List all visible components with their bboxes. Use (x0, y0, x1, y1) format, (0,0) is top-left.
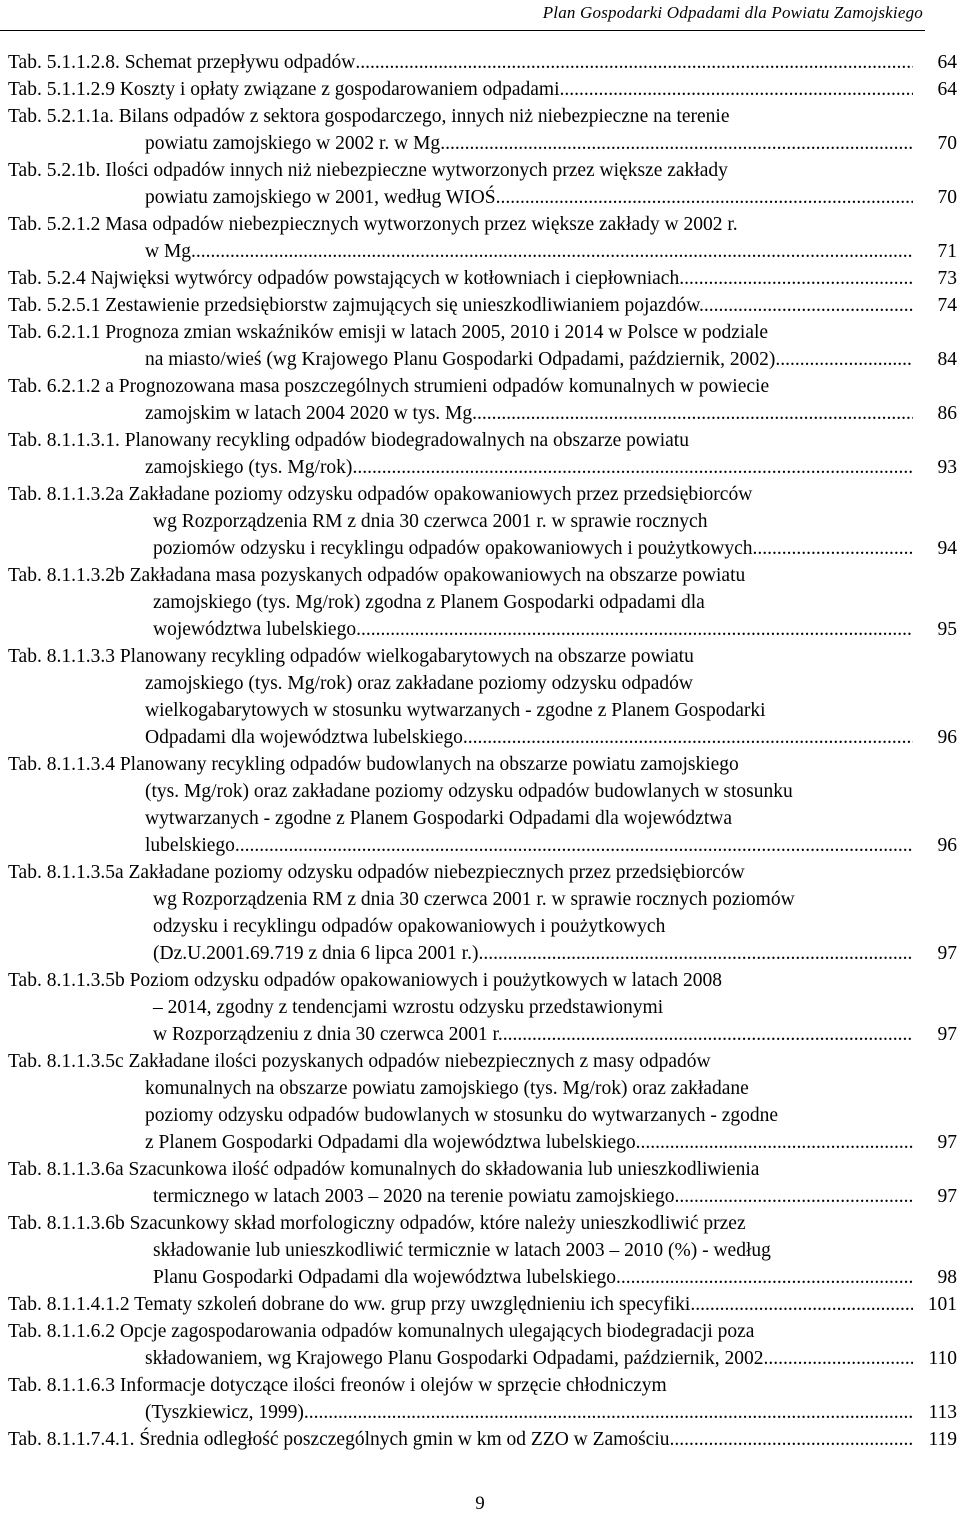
toc-page-number: 93 (937, 457, 957, 478)
toc-entry[interactable] (8, 1426, 957, 1453)
toc-page-number: 84 (937, 349, 957, 370)
toc-entry-text: wg Rozporządzenia RM z dnia 30 czerwca 2001 r. w sprawie rocznych (153, 511, 708, 532)
toc-entry-text: Tab. 8.1.1.4.1.2 Tematy szkoleń dobrane do ww. grup przy uwzględnieniu ich specyfiki (8, 1294, 691, 1315)
dot-leader (463, 724, 913, 751)
toc-entry-text: Tab. 8.1.1.3.1. Planowany recykling odpadów biodegradowalnych na obszarze powiatu (8, 430, 689, 451)
dot-leader (472, 400, 913, 427)
toc-page-number: 73 (937, 268, 957, 289)
toc-page-number: 74 (937, 295, 957, 316)
toc-entry-text: Tab. 8.1.1.3.6b Szacunkowy skład morfologiczny odpadów, które należy unieszkodliwić przez (8, 1213, 746, 1234)
toc-entry-text: Tab. 5.1.1.2.9 Koszty i opłaty związane z gospodarowaniem odpadami. (8, 79, 565, 100)
toc-entry-text: Planu Gospodarki Odpadami dla województwa lubelskiego (153, 1267, 617, 1288)
toc-entry[interactable] (8, 319, 957, 373)
dot-leader (191, 238, 913, 265)
page-number: 9 (475, 1493, 485, 1514)
toc-entry-text: Tab. 8.1.1.3.5b Poziom odzysku odpadów opakowaniowych i poużytkowych w latach 2008 (8, 970, 723, 991)
toc-page-number: 101 (927, 1294, 957, 1315)
dot-leader (355, 49, 913, 76)
toc-page-number: 97 (937, 1024, 957, 1045)
toc-entry-text: komunalnych na obszarze powiatu zamojskiego (tys. Mg/rok) oraz zakładane (145, 1078, 749, 1099)
toc-page-number: 113 (928, 1402, 957, 1423)
toc-entry-text: zamojskiego (tys. Mg/rok) zgodna z Planem Gospodarki odpadami dla (153, 592, 705, 613)
toc-entry-text: zamojskim w latach 2004 2020 w tys. Mg (145, 403, 473, 424)
toc-entry-text: z Planem Gospodarki Odpadami dla województwa lubelskiego (145, 1132, 636, 1153)
toc-entry-text: Odpadami dla województwa lubelskiego (145, 727, 463, 748)
dot-leader (478, 940, 913, 967)
toc-entry-text: Tab. 6.2.1.2 a Prognozowana masa poszczególnych strumieni odpadów komunalnych w powiecie (8, 376, 770, 397)
toc-entry[interactable] (8, 643, 957, 751)
dot-leader (496, 184, 913, 211)
toc-entry-text: Tab. 8.1.1.7.4.1. Średnia odległość poszczególnych gmin w km od ZZO w Zamościu. (8, 1429, 675, 1450)
toc-entry-text: Tab. 5.2.1.1a. Bilans odpadów z sektora gospodarczego, innych niż niebezpieczne na terenie (8, 106, 730, 127)
toc-entry[interactable] (8, 211, 957, 265)
dot-leader (768, 1345, 913, 1372)
toc-entry[interactable] (8, 1318, 957, 1372)
toc-entry-text: Tab. 5.1.1.2.8. Schemat przepływu odpadów (8, 52, 356, 73)
toc-page-number: 86 (937, 403, 957, 424)
toc-page-number: 96 (937, 835, 957, 856)
toc-entry[interactable] (8, 265, 957, 292)
toc-entry-text: poziomy odzysku odpadów budowlanych w stosunku do wytwarzanych - zgodne (145, 1105, 779, 1126)
toc-page-number: 64 (937, 52, 957, 73)
dot-leader (753, 535, 913, 562)
running-header: Plan Gospodarki Odpadami dla Powiatu Zamojskiego (542, 3, 923, 22)
toc-entry[interactable] (8, 1156, 957, 1210)
toc-entry-text: wg Rozporządzenia RM z dnia 30 czerwca 2001 r. w sprawie rocznych poziomów (153, 889, 795, 910)
toc-entry-text: Tab. 8.1.1.6.2 Opcje zagospodarowania odpadów komunalnych ulegających biodegradacji poza (8, 1321, 755, 1342)
toc-entry-text: – 2014, zgodny z tendencjami wzrostu odzysku przedstawionymi (153, 997, 664, 1018)
toc-page-number: 70 (937, 133, 957, 154)
toc-entry-text: zamojskiego (tys. Mg/rok) (145, 457, 353, 478)
toc-entry[interactable] (8, 1210, 957, 1291)
dot-leader (674, 1183, 913, 1210)
toc-entry-text: wielkogabarytowych w stosunku wytwarzanych - zgodne z Planem Gospodarki (145, 700, 766, 721)
toc-entry-text: Tab. 8.1.1.3.5a Zakładane poziomy odzysku odpadów niebezpiecznych przez przedsiębiorców (8, 862, 745, 883)
toc-entry[interactable] (8, 967, 957, 1048)
toc-page-number: 71 (937, 241, 957, 262)
dot-leader (235, 832, 913, 859)
toc-entry-text: (tys. Mg/rok) oraz zakładane poziomy odzysku odpadów budowlanych w stosunku (145, 781, 793, 802)
toc-entry[interactable] (8, 1048, 957, 1156)
dot-leader (503, 1021, 913, 1048)
dot-leader (679, 265, 913, 292)
toc-entry-text: zamojskiego (tys. Mg/rok) oraz zakładane poziomy odzysku odpadów (145, 673, 694, 694)
toc-entry-text: Tab. 5.2.1b. Ilości odpadów innych niż niebezpieczne wytworzonych przez większe zakłady (8, 160, 728, 181)
dot-leader (636, 1129, 913, 1156)
dot-leader (690, 1291, 913, 1318)
toc-entry-text: odzysku i recyklingu odpadów opakowaniowych i poużytkowych (153, 916, 666, 937)
toc-entry[interactable] (8, 373, 957, 427)
toc-page-number: 94 (937, 538, 957, 559)
toc-page-number: 98 (937, 1267, 957, 1288)
toc-page-number: 97 (937, 1132, 957, 1153)
toc-page-number: 96 (937, 727, 957, 748)
toc-page-number: 95 (937, 619, 957, 640)
list-of-tables (8, 49, 957, 1453)
toc-entry-text: (Dz.U.2001.69.719 z dnia 6 lipca 2001 r.) (153, 943, 479, 964)
toc-page-number: 70 (937, 187, 957, 208)
toc-entry-text: Tab. 5.2.1.2 Masa odpadów niebezpiecznych wytworzonych przez większe zakłady w 2002 r. (8, 214, 738, 235)
dot-leader (352, 454, 913, 481)
toc-entry[interactable] (8, 1372, 957, 1426)
toc-entry[interactable] (8, 49, 957, 76)
toc-entry[interactable] (8, 157, 957, 211)
toc-entry-text: Tab. 5.2.4 Najwięksi wytwórcy odpadów powstających w kotłowniach i ciepłowniach (8, 268, 680, 289)
toc-entry[interactable] (8, 76, 957, 103)
toc-entry-text: Tab. 8.1.1.3.2a Zakładane poziomy odzysku odpadów opakowaniowych przez przedsiębiorców (8, 484, 753, 505)
toc-entry-text: Tab. 8.1.1.3.5c Zakładane ilości pozyskanych odpadów niebezpiecznych z masy odpadów (8, 1051, 711, 1072)
toc-entry[interactable] (8, 292, 957, 319)
toc-page-number: 97 (937, 943, 957, 964)
toc-page-number: 97 (937, 1186, 957, 1207)
dot-leader (616, 1264, 913, 1291)
toc-entry[interactable] (8, 103, 957, 157)
dot-leader (775, 346, 913, 373)
toc-page-number: 119 (928, 1429, 957, 1450)
toc-entry-text: termicznego w latach 2003 – 2020 na terenie powiatu zamojskiego (153, 1186, 675, 1207)
dot-leader (309, 1399, 913, 1426)
toc-entry-text: składowanie lub unieszkodliwić termicznie w latach 2003 – 2010 (%) - według (153, 1240, 771, 1261)
toc-page-number: 64 (937, 79, 957, 100)
toc-entry[interactable] (8, 751, 957, 859)
toc-entry-text: powiatu zamojskiego w 2002 r. w Mg (145, 133, 441, 154)
toc-entry-text: województwa lubelskiego (153, 619, 357, 640)
toc-entry-text: Tab. 6.2.1.1 Prognoza zmian wskaźników emisji w latach 2005, 2010 i 2014 w Polsce w podziale (8, 322, 769, 343)
toc-entry-text: Tab. 8.1.1.3.3 Planowany recykling odpadów wielkogabarytowych na obszarze powiatu (8, 646, 694, 667)
toc-entry-text: lubelskiego (145, 835, 235, 856)
toc-entry-text: Tab. 8.1.1.3.4 Planowany recykling odpadów budowlanych na obszarze powiatu zamojskiego (8, 754, 739, 775)
toc-entry-text: składowaniem, wg Krajowego Planu Gospodarki Odpadami, październik, 2002. (145, 1348, 769, 1369)
toc-entry-text: powiatu zamojskiego w 2001, według WIOŚ (145, 187, 496, 208)
toc-entry-text: w Rozporządzeniu z dnia 30 czerwca 2001 r. (153, 1024, 503, 1045)
toc-entry[interactable] (8, 481, 957, 562)
toc-entry-text: Tab. 8.1.1.6.3 Informacje dotyczące ilości freonów i olejów w sprzęcie chłodniczym (8, 1375, 667, 1396)
toc-entry-text: Tab. 8.1.1.3.2b Zakładana masa pozyskanych odpadów opakowaniowych na obszarze powiatu (8, 565, 746, 586)
dot-leader (356, 616, 913, 643)
toc-entry-text: wytwarzanych - zgodne z Planem Gospodarki Odpadami dla województwa (145, 808, 732, 829)
toc-entry[interactable] (8, 1291, 957, 1318)
toc-entry-text: na miasto/wieś (wg Krajowego Planu Gospodarki Odpadami, październik, 2002) (145, 349, 776, 370)
toc-entry-text: (Tyszkiewicz, 1999). (145, 1402, 309, 1423)
toc-entry-text: poziomów odzysku i recyklingu odpadów opakowaniowych i poużytkowych (153, 538, 753, 559)
dot-leader (704, 292, 913, 319)
dot-leader (674, 1426, 913, 1453)
toc-entry-text: Tab. 8.1.1.3.6a Szacunkowa ilość odpadów komunalnych do składowania lub unieszkodliwienia (8, 1159, 760, 1180)
dot-leader (440, 130, 913, 157)
toc-entry[interactable] (8, 562, 957, 643)
dot-leader (564, 76, 913, 103)
toc-entry[interactable] (8, 427, 957, 481)
toc-entry-text: Tab. 5.2.5.1 Zestawienie przedsiębiorstw zajmujących się unieszkodliwianiem pojazdów. (8, 295, 704, 316)
toc-entry-text: w Mg (145, 241, 192, 262)
header-divider (0, 30, 925, 31)
toc-page-number: 110 (928, 1348, 957, 1369)
toc-entry[interactable] (8, 859, 957, 967)
